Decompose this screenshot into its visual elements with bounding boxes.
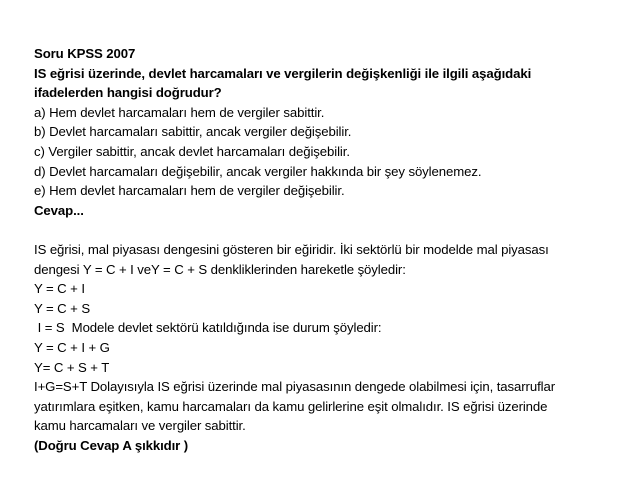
question-stem-line-1: IS eğrisi üzerinde, devlet harcamaları ve vergilerin değişkenliği ile ilgili aşağıdaki (34, 65, 532, 81)
question-stem-line-2: ifadelerden hangisi doğrudur? (34, 85, 222, 101)
option-c: c) Vergiler sabittir, ancak devlet harcamaları değişebilir. (34, 143, 350, 159)
option-e: e) Hem devlet harcamaları hem de vergiler değişebilir. (34, 183, 345, 199)
option-b: b) Devlet harcamaları sabittir, ancak vergiler değişebilir. (34, 124, 352, 140)
equation-line: Y = C + S (34, 300, 91, 316)
blank-line (34, 220, 624, 240)
question-source: Soru KPSS 2007 (34, 46, 136, 61)
equation-line: Y = C + I + G (34, 339, 110, 355)
slide-content (34, 44, 624, 455)
explanation-line: I = S Modele devlet sektörü katıldığında ise durum şöyledir: (34, 320, 382, 336)
explanation-line: I+G=S+T Dolayısıyla IS eğrisi üzerinde mal piyasasının dengede olabilmesi için, tasarruflar (34, 379, 555, 395)
explanation-line: dengesi Y = C + I veY = C + S denkliklerinden hareketle şöyledir: (34, 261, 406, 277)
option-a: a) Hem devlet harcamaları hem de vergiler sabittir. (34, 104, 325, 120)
explanation-line: IS eğrisi, mal piyasası dengesini gösteren bir eğiridir. İki sektörlü bir modelde mal piyasası (34, 241, 549, 257)
correct-answer: (Doğru Cevap A şıkkıdır ) (34, 437, 189, 453)
explanation-line: yatırımlara eşitken, kamu harcamaları da kamu gelirlerine eşit olmalıdır. IS eğrisi üzerinde (34, 398, 548, 414)
explanation-line: kamu harcamaları ve vergiler sabittir. (34, 418, 246, 434)
option-d: d) Devlet harcamaları değişebilir, ancak vergiler hakkında bir şey söylenemez. (34, 163, 482, 179)
equation-line: Y= C + S + T (34, 359, 110, 375)
equation-line: Y = C + I (34, 281, 85, 297)
answer-label: Cevap... (34, 202, 84, 218)
